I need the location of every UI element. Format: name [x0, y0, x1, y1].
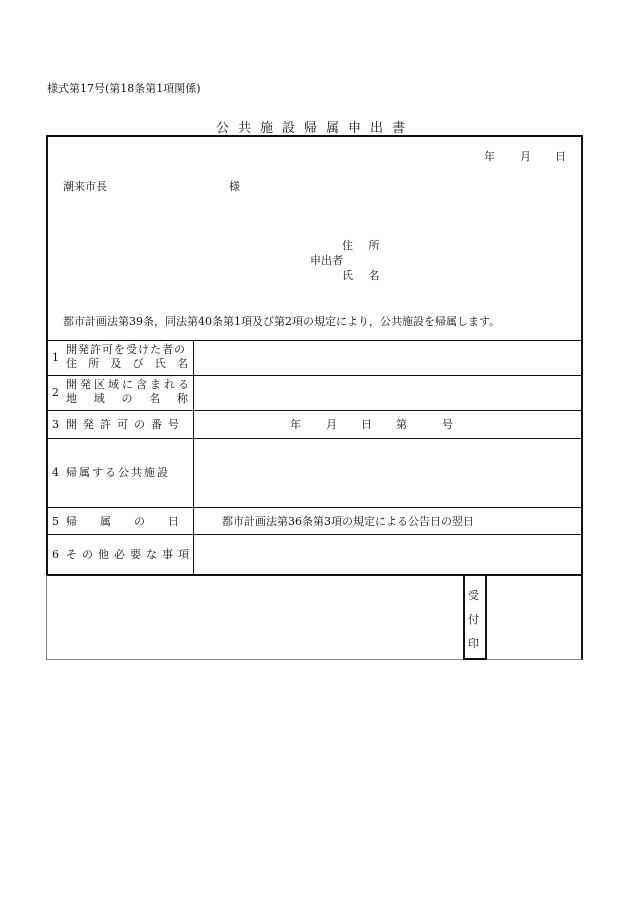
row-number: 3 [52, 418, 59, 431]
row-number: 1 [52, 351, 59, 364]
row-label: その他必要な事項 [66, 548, 194, 561]
reception-stamp-char: 印 [468, 637, 479, 650]
document-title: 公共施設帰属申出書 [215, 121, 414, 136]
applicant-info-field[interactable] [194, 341, 582, 375]
applicant-address-label: 住 所 [342, 239, 386, 252]
row-label: 帰属する公共施設 [66, 466, 170, 479]
transfer-date-value: 都市計画法第36条第3項の規定による公告日の翌日 [222, 515, 474, 528]
row-number: 2 [52, 386, 59, 399]
form-number: 様式第17号(第18条第1項関係) [47, 82, 201, 95]
row-label: 帰属の日 [66, 515, 202, 528]
permit-month-label: 月 [326, 418, 337, 431]
row-label-line: 地 域 の 名 称 [66, 392, 188, 405]
date-year-label: 年 [484, 150, 495, 163]
row-label-line: 開発許可を受けた者の [66, 343, 186, 356]
permit-year-label: 年 [290, 418, 301, 431]
row-label [66, 378, 192, 406]
row-number: 5 [52, 515, 59, 528]
addressee-honorific: 様 [229, 180, 240, 193]
date-day-label: 日 [555, 150, 566, 163]
public-facility-field[interactable] [194, 439, 582, 507]
permit-number-prefix: 第 [396, 418, 407, 431]
reception-stamp-char: 受 [468, 589, 479, 602]
permit-day-label: 日 [361, 418, 372, 431]
addressee-name: 潮来市長 [63, 180, 107, 193]
row-divider [47, 507, 582, 508]
reception-area [46, 575, 583, 660]
row-number: 6 [52, 548, 59, 561]
row-label-line: 住 所 及 び 氏 名 [66, 357, 188, 370]
reception-stamp-char: 付 [468, 613, 479, 626]
date-month-label: 月 [520, 150, 531, 163]
row-number: 4 [52, 466, 59, 479]
statement-text: 都市計画法第39条，同法第40条第1項及び第2項の規定により，公共施設を帰属します。 [63, 315, 501, 328]
row-label: 開発許可の番号 [66, 418, 185, 431]
applicant-role-label: 申出者 [310, 254, 343, 267]
applicant-name-label: 氏 名 [342, 269, 386, 282]
row-label-line: 開発区域に含まれる [66, 378, 192, 391]
area-name-field[interactable] [194, 376, 582, 410]
permit-number-suffix: 号 [442, 418, 453, 431]
other-matters-field[interactable] [194, 535, 582, 575]
row-divider [47, 410, 582, 411]
row-label [66, 343, 188, 371]
